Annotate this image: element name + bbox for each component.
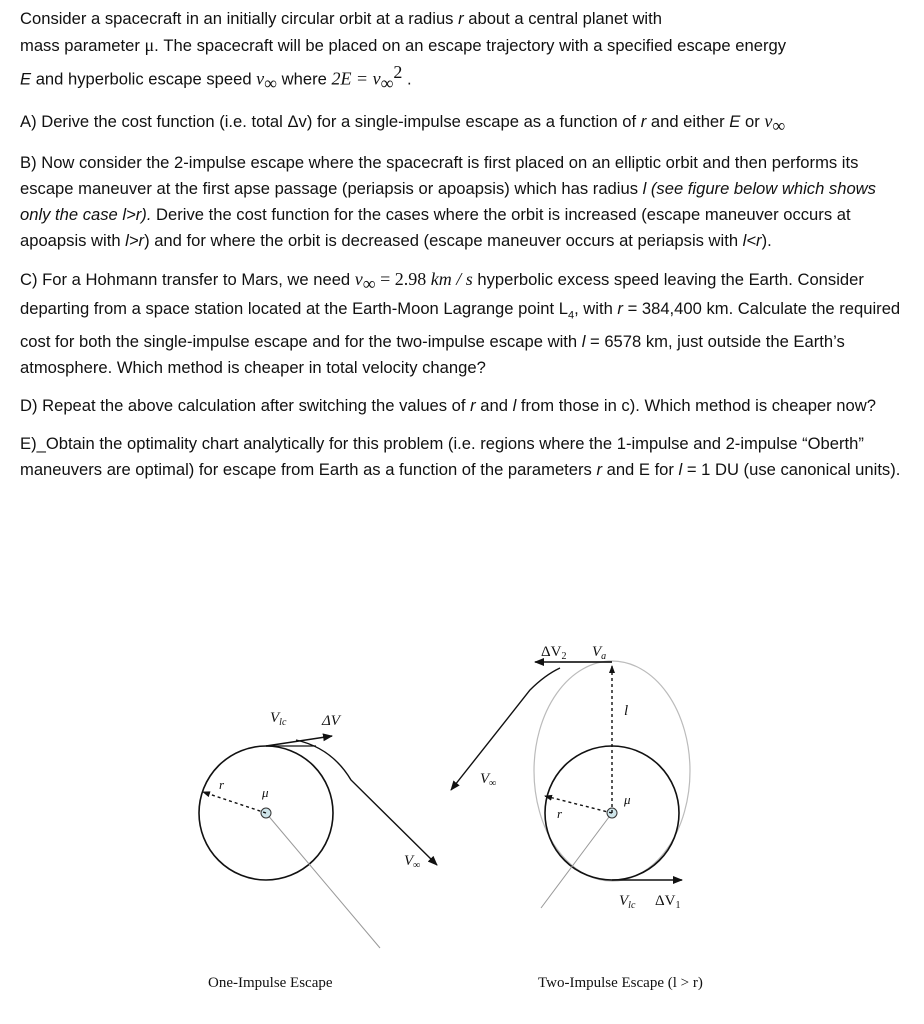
intro-text: about a central planet with (463, 9, 662, 28)
r-label: r (219, 777, 225, 792)
subscript-infinity: ∞ (264, 72, 278, 93)
part-e-text: and E for (601, 459, 679, 479)
part-c-text: = 384,400 km. Calculate the required cost for both the single-impulse escape and for the two-impulse escape with (20, 299, 901, 351)
escape-diagram (0, 630, 924, 1024)
subscript-infinity: ∞ (772, 115, 786, 136)
var-l: l (642, 179, 647, 199)
part-c-text: , with (574, 299, 618, 319)
intro-text: . (402, 69, 412, 89)
vinf-label: $V_\infty$ (404, 853, 421, 871)
radial-line (266, 813, 380, 948)
subscript-infinity: ∞ (380, 72, 394, 93)
hyperbolic-path (451, 668, 560, 790)
part-d-text: from those in c). Which method is cheaper now? (516, 395, 876, 415)
unit: km / s (430, 269, 473, 290)
dv1-label: $\Delta V_1$ (655, 893, 681, 911)
intro-text: mass parameter (20, 36, 145, 55)
mu-label: μ (624, 792, 631, 807)
two-impulse-diagram (451, 644, 690, 911)
part-e-text: E)_Obtain the optimality chart analytically for this problem (i.e. regions where the 1-impulse and 2-impulse “Oberth” maneuvers are optimal) for escape from Earth as a function of the parameters (20, 433, 864, 479)
dv-label: ΔV (322, 713, 340, 729)
var-r: r (617, 299, 623, 319)
one-impulse-caption: One-Impulse Escape (208, 975, 333, 991)
vlc-label: $V_{lc}$ (270, 710, 287, 728)
intro-text: and hyperbolic escape speed (31, 69, 257, 89)
part-d-text: and (475, 395, 513, 415)
part-b-text: ) and for where the orbit is decreased (escape maneuver occurs at periapsis with (144, 231, 743, 251)
escape-figure (0, 630, 924, 1024)
intro-text: Consider a spacecraft in an initially circular orbit at a radius (20, 9, 459, 28)
part-b (20, 150, 910, 254)
var-l: l (678, 459, 683, 479)
var-r: r (470, 395, 476, 415)
condition: l>r (125, 231, 145, 251)
var-r: r (596, 459, 602, 479)
radius-arrow (203, 792, 266, 813)
part-c-text: = 6578 km, just outside the Earth’s atmosphere. Which method is cheaper in total velocity change? (20, 331, 845, 377)
hyperbolic-path (296, 740, 437, 865)
part-a-text: and either (646, 111, 730, 131)
problem-text (20, 6, 910, 483)
vinf-label: $V_\infty$ (480, 771, 497, 789)
part-b-text: ). (761, 231, 772, 251)
part-b-text: B) Now consider the 2-impulse escape where the spacecraft is first placed on an elliptic orbit and then performs its escape maneuver at the first apse passage (periapsis or apoapsis) which has radius (20, 153, 859, 199)
subscript-4: 4 (567, 309, 575, 322)
part-d (20, 393, 910, 419)
var-r: r (458, 9, 464, 28)
part-d-text: D) Repeat the above calculation after switching the values of (20, 395, 471, 415)
r-label: r (557, 806, 563, 821)
part-a-text: A) Derive the cost function (i.e. total Δv) for a single-impulse escape as a function of (20, 111, 641, 131)
dv2-label: $\Delta V_2$ (541, 644, 567, 662)
var-v: v (256, 68, 265, 89)
intro-text: where (277, 69, 332, 89)
one-impulse-diagram (199, 710, 437, 948)
part-e (20, 431, 910, 483)
condition: l<r (742, 231, 762, 251)
var-E: E (729, 111, 741, 131)
part-c-text: C) For a Hohmann transfer to Mars, we need (20, 270, 355, 290)
part-a-text: or (740, 111, 765, 131)
var-l: l (581, 331, 586, 351)
intro-paragraph (20, 6, 910, 96)
l-label: l (624, 703, 629, 719)
var-r: r (640, 111, 647, 131)
vlc-label: $V_{lc}$ (619, 893, 636, 911)
part-c (20, 266, 910, 381)
equation: 2E = v (331, 68, 381, 89)
equation: = 2.98 (375, 269, 431, 290)
mu-label: μ (262, 785, 269, 800)
var-v: v (354, 269, 363, 290)
superscript-2: 2 (393, 62, 403, 82)
part-a (20, 108, 910, 138)
radial-line (541, 813, 612, 908)
subscript-infinity: ∞ (362, 273, 376, 294)
part-c-text: hyperbolic excess speed leaving the Earth. Consider departing from a space station located at the Earth-Moon Lagrange point L (20, 270, 864, 319)
part-b-text: Derive the cost function for the cases where the orbit is increased (escape maneuver occurs at apoapsis with (20, 205, 851, 251)
va-label: $V_a$ (592, 644, 607, 662)
part-b-italic: (see figure below which shows only the case l>r). (20, 179, 876, 225)
part-e-text: = 1 DU (use canonical units). (682, 459, 901, 479)
intro-text: . The spacecraft will be placed on an escape trajectory with a specified escape energy (154, 36, 786, 55)
var-v: v (764, 110, 773, 131)
radius-arrow (545, 796, 612, 813)
var-mu: μ (144, 35, 155, 55)
var-E: E (20, 69, 32, 89)
two-impulse-caption: Two-Impulse Escape (l > r) (538, 975, 703, 991)
var-l: l (512, 395, 517, 415)
